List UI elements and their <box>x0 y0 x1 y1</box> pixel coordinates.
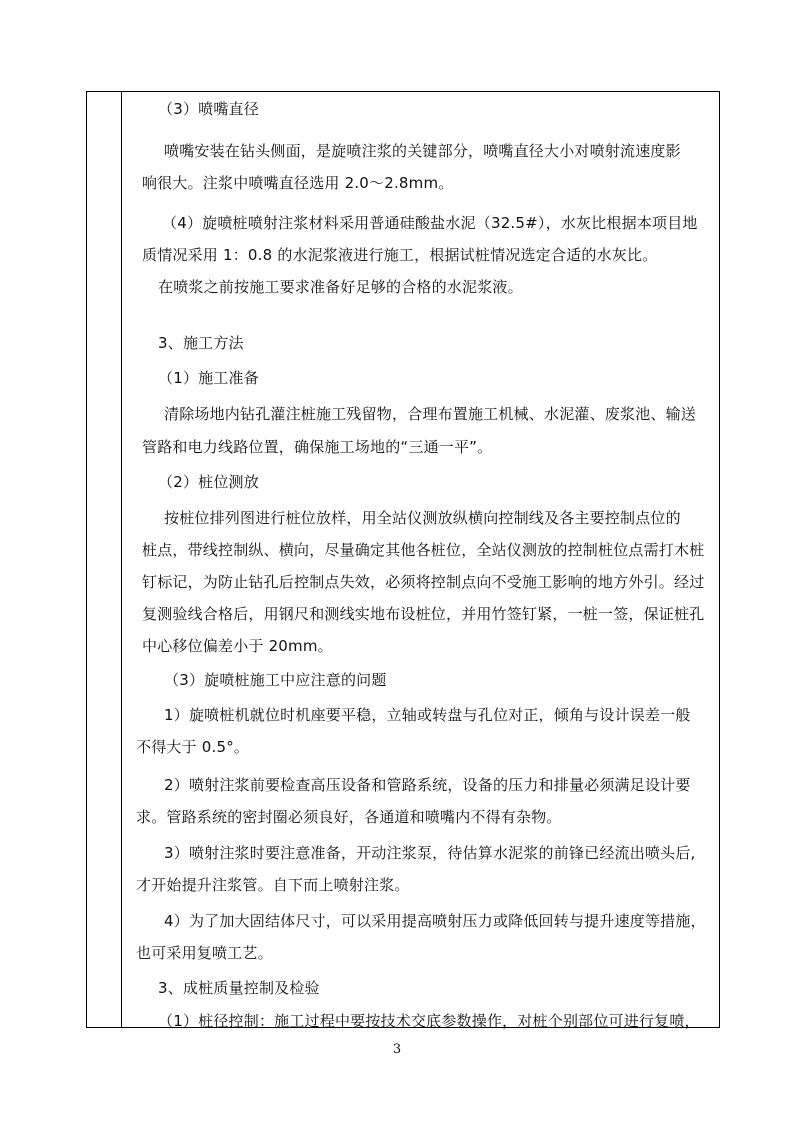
paragraph-line: 喷嘴安装在钻头侧面，是旋喷注浆的关键部分，喷嘴直径大小对喷射流速度影 <box>164 142 681 160</box>
paragraph-line: 按桩位排列图进行桩位放样，用全站仪测放纵横向控制线及各主要控制点位的 <box>164 509 681 527</box>
paragraph-line: 不得大于 0.5°。 <box>136 738 250 756</box>
paragraph-line: 在喷浆之前按施工要求准备好足够的合格的水泥浆液。 <box>158 278 523 296</box>
paragraph-line: 4）为了加大固结体尺寸，可以采用提高喷射压力或降低回转与提升速度等措施， <box>164 912 706 930</box>
paragraph-line: 清除场地内钻孔灌注桩施工残留物，合理布置施工机械、水泥灌、废浆池、输送 <box>164 405 697 423</box>
page-number: 3 <box>392 1042 402 1057</box>
paragraph-line: 3）喷射注浆时要注意准备，开动注浆泵，待估算水泥浆的前锋已经流出喷头后, <box>164 844 696 862</box>
paragraph-line: 质情况采用 1：0.8 的水泥浆液进行施工，根据试桩情况选定合适的水灰比。 <box>142 246 658 264</box>
paragraph-line: 响很大。注浆中喷嘴直径选用 2.0～2.8mm。 <box>142 174 454 192</box>
subheading-nozzle-diameter: （3）喷嘴直径 <box>158 100 259 118</box>
paragraph-line: 1）旋喷桩机就位时机座要平稳，立轴或转盘与孔位对正，倾角与设计误差一般 <box>164 706 691 724</box>
paragraph-line: 管路和电力线路位置，确保施工场地的“三通一平”。 <box>142 438 493 456</box>
paragraph-line: 求。管路系统的密封圈必须良好，各通道和喷嘴内不得有杂物。 <box>136 808 562 826</box>
subheading-construction-preparation: （1）施工准备 <box>158 369 259 387</box>
paragraph-line: （4）旋喷桩喷射注浆材料采用普通硅酸盐水泥（32.5#），水灰比根据本项目地 <box>162 214 698 232</box>
paragraph-line: 才开始提升注浆管。自下而上喷射注浆。 <box>136 876 410 894</box>
section-heading-construction-method: 3、施工方法 <box>158 334 244 352</box>
section-heading-quality-control: 3、成桩质量控制及检验 <box>158 979 320 997</box>
paragraph-line: 2）喷射注浆前要检查高压设备和管路系统，设备的压力和排量必须满足设计要 <box>164 776 691 794</box>
subheading-construction-notes: （3）旋喷桩施工中应注意的问题 <box>164 671 387 689</box>
table-content-cell <box>122 91 720 1028</box>
paragraph-line: 也可采用复喷工艺。 <box>136 944 273 962</box>
paragraph-line: （1）桩径控制：施工过程中要按技术交底参数操作，对桩个别部位可进行复喷， <box>158 1012 700 1030</box>
paragraph-line: 桩点，带线控制纵、横向，尽量确定其他各桩位，全站仪测放的控制桩位点需打木桩 <box>142 541 705 559</box>
subheading-pile-position-layout: （2）桩位测放 <box>158 473 259 491</box>
paragraph-line: 中心移位偏差小于 20mm。 <box>142 637 333 655</box>
paragraph-line: 复测验线合格后，用钢尺和测线实地布设桩位，并用竹签钉紧，一桩一签，保证桩孔 <box>142 605 705 623</box>
paragraph-line: 钉标记，为防止钻孔后控制点失效，必须将控制点向不受施工影响的地方外引。经过 <box>142 573 705 591</box>
